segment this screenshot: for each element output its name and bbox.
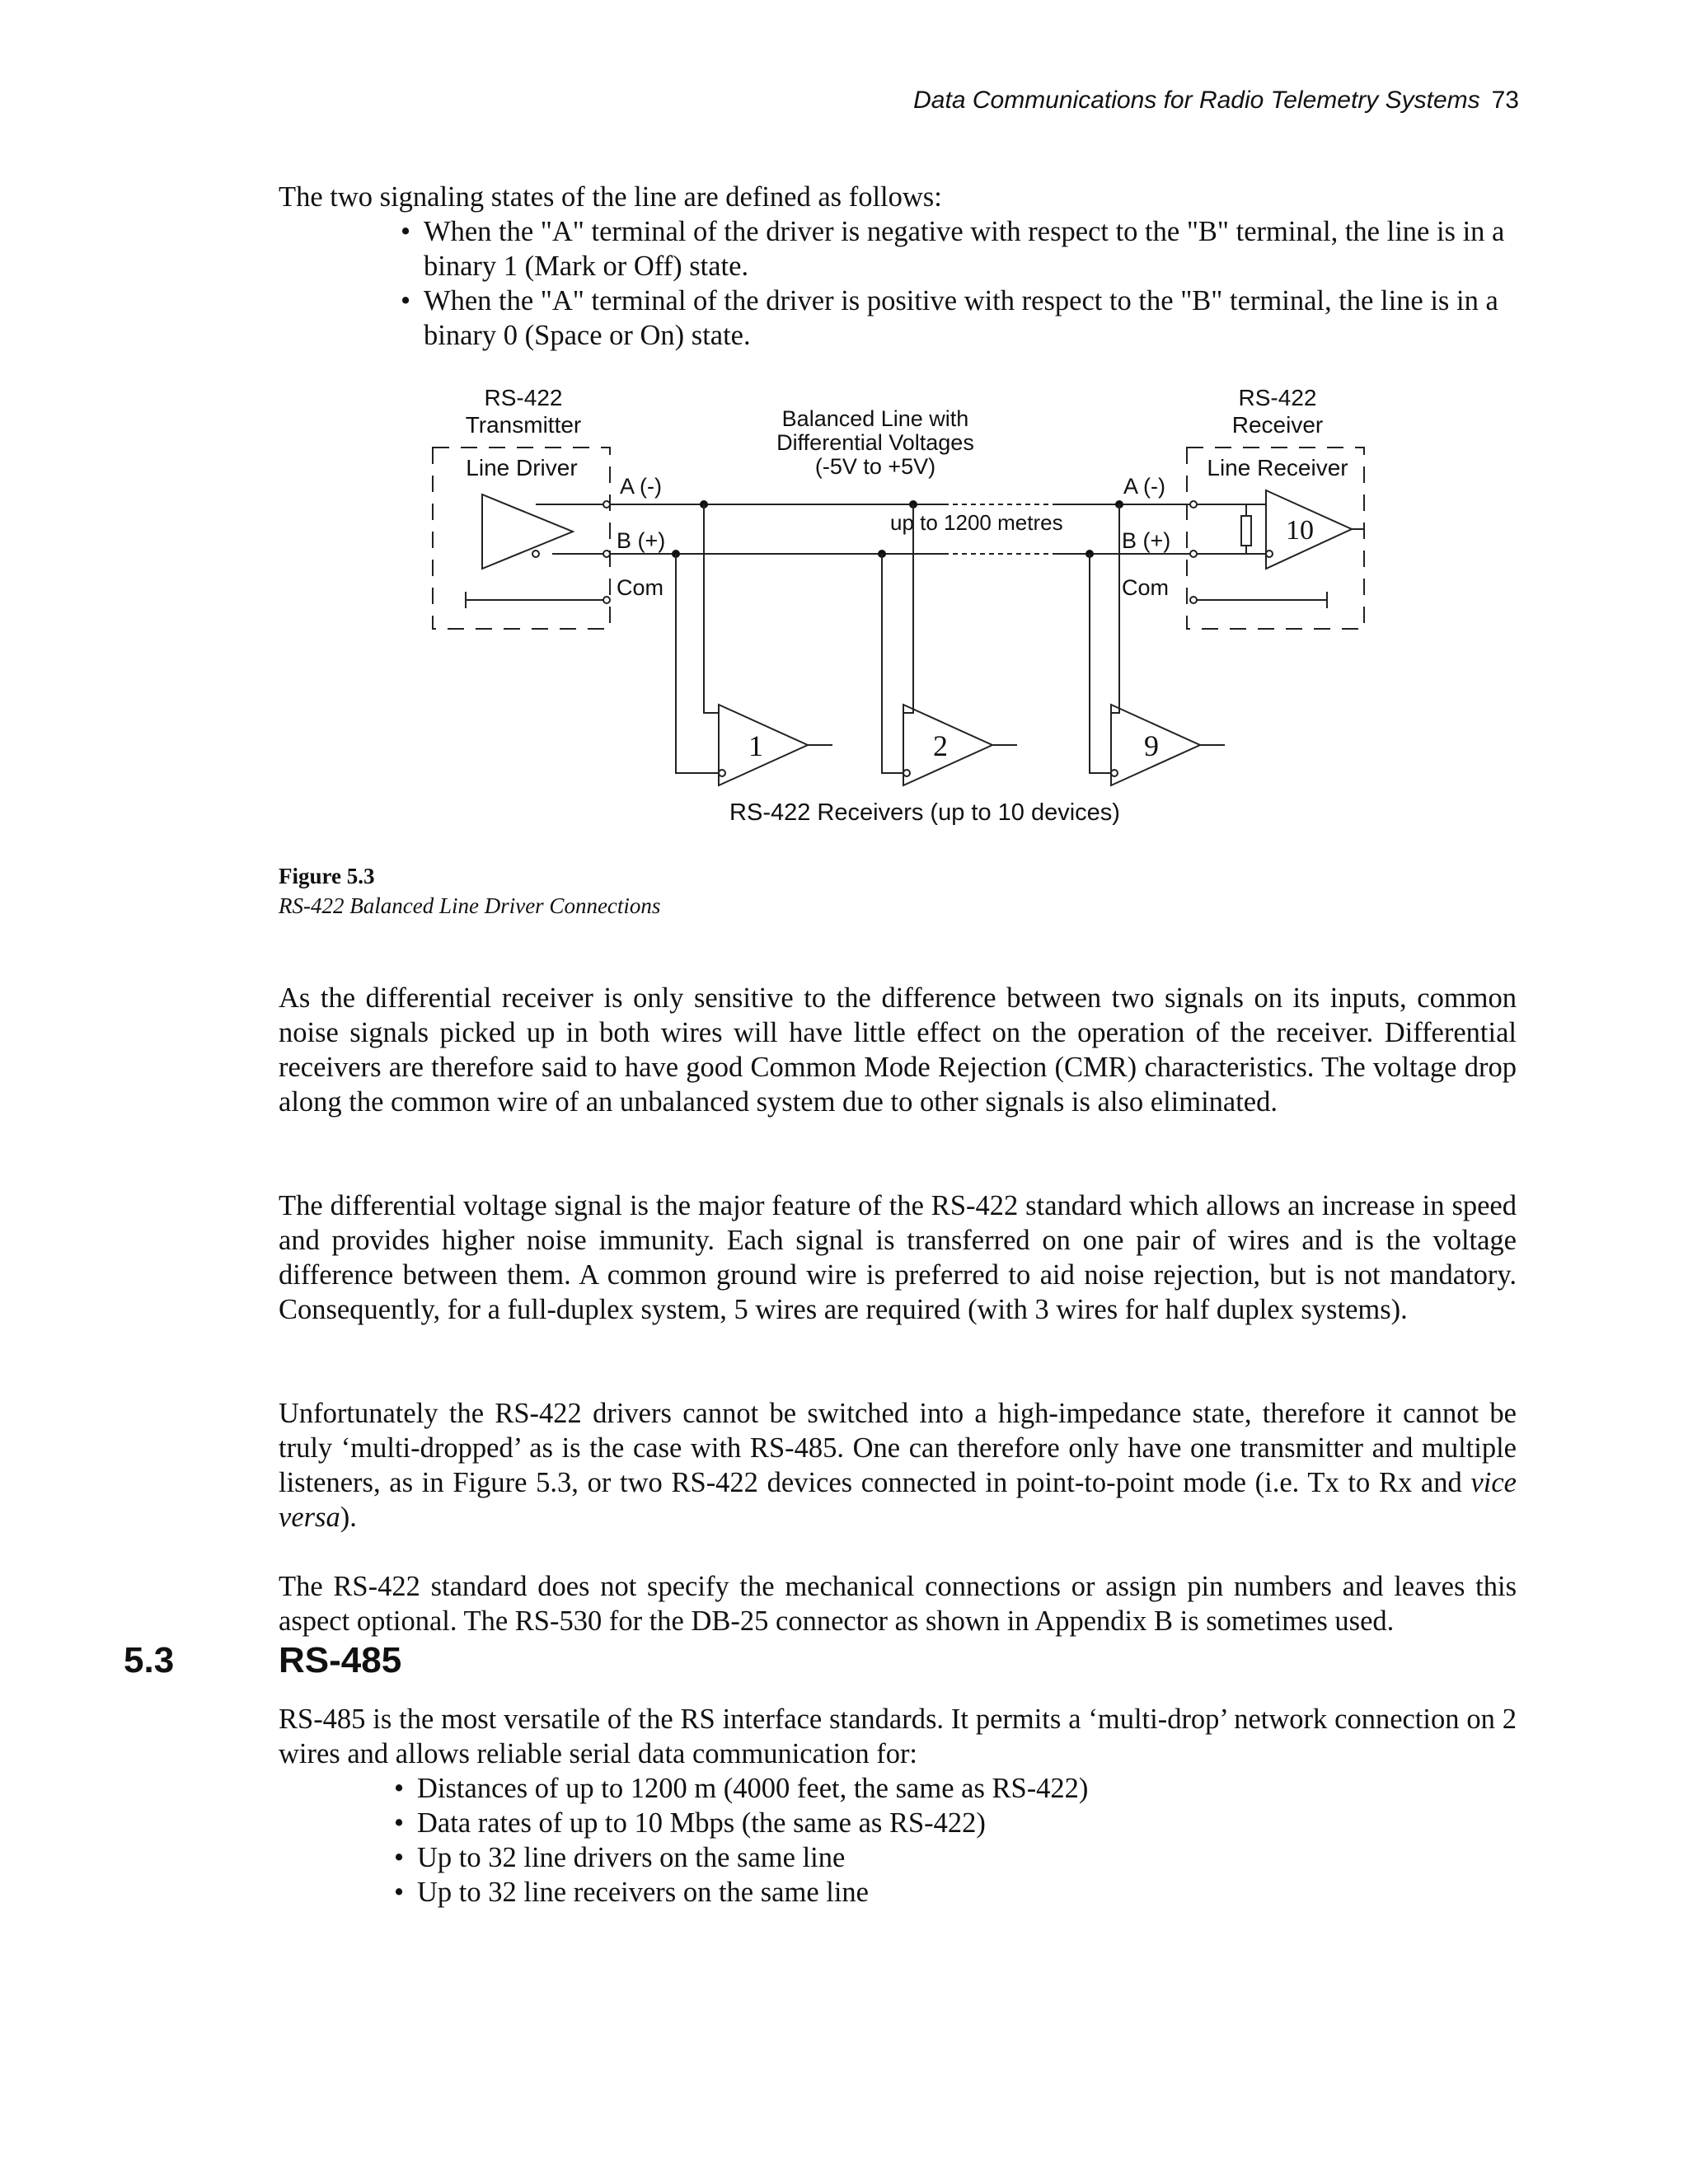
drop-a-1 [704, 504, 719, 713]
receiver-2-symbol [903, 705, 992, 785]
transmitter-label-2: Transmitter [465, 412, 582, 438]
drop-b-2 [882, 554, 903, 773]
drop-a-9 [1111, 504, 1119, 713]
receiver-9-number: 9 [1144, 729, 1159, 762]
figure-title: RS-422 Balanced Line Driver Connections [279, 893, 661, 918]
a-right-label: A (-) [1123, 474, 1165, 499]
paragraph-mechanical: The RS-422 standard does not specify the mechanical connections or assign pin numbers and leaves this aspect optional. The RS-530 for the DB-25 connector as shown in Appendix B is sometimes used. [279, 1570, 1517, 1637]
list-item: • Up to 32 line receivers on the same line [394, 1875, 1517, 1910]
terminal-b-right [1190, 551, 1197, 557]
line-driver-label: Line Driver [466, 455, 578, 480]
paragraph-differential: The differential voltage signal is the major feature of the RS-422 standard which allows an increase in speed and provides higher noise immunity. Each signal is transferred on one pair of wires and is the voltage difference between them. A common ground wire is preferred to aid noise rejection, but is not mandatory. Consequently, for a full-duplex system, 5 wires are required (with 3 wires for half duplex systems). [279, 1189, 1517, 1325]
receiver-label-1: RS-422 [1238, 385, 1317, 410]
terminal-com-left [603, 597, 610, 603]
list-item: • Distances of up to 1200 m (4000 feet, the same as RS-422) [394, 1771, 1517, 1806]
receiver-9-bubble [1111, 770, 1118, 776]
multidrop-text: Unfortunately the RS-422 drivers cannot be switched into a high-impedance state, therefore it cannot be truly ‘multi-dropped’ as is the case with RS-485. One can therefore only have one transmitter and multiple listeners, as in Figure 5.3, or two RS-422 devices connected in point-to-point mode (i.e. Tx to Rx and [279, 1397, 1517, 1498]
receiver-2-number: 2 [933, 729, 948, 762]
receiver-2-bubble [903, 770, 910, 776]
com-right-label: Com [1122, 575, 1170, 600]
transmitter-label-1: RS-422 [484, 385, 563, 410]
receiver-1-symbol [719, 705, 808, 785]
distance-label: up to 1200 metres [890, 510, 1063, 535]
running-header [913, 87, 1519, 115]
receiver-10-number: 10 [1286, 515, 1314, 546]
balanced-line-label-1: Balanced Line with [781, 406, 969, 431]
drop-b-9 [1090, 554, 1111, 773]
intro-lead: The two signaling states of the line are defined as follows: [279, 181, 942, 213]
list-item: • Up to 32 line drivers on the same line [394, 1840, 1517, 1875]
header-title: Data Communications for Radio Telemetry Systems [913, 87, 1480, 114]
rs485-features-list [394, 1771, 1517, 1910]
balanced-line-label-2: Differential Voltages [776, 430, 974, 455]
balanced-line-label-3: (-5V to +5V) [814, 454, 936, 479]
termination-resistor [1241, 516, 1251, 546]
paragraph-multidrop [279, 1396, 1517, 1535]
drop-a-2 [903, 504, 913, 713]
terminal-b-left [603, 551, 610, 557]
receiver-1-bubble [719, 770, 725, 776]
receiver-10-bubble [1266, 551, 1273, 557]
receivers-caption: RS-422 Receivers (up to 10 devices) [729, 799, 1120, 826]
list-item: • Data rates of up to 10 Mbps (the same as RS-422) [394, 1806, 1517, 1840]
rs422-diagram-svg [412, 379, 1401, 841]
multidrop-italic: vice versa [279, 1466, 1517, 1533]
terminal-com-right [1190, 597, 1197, 603]
list-item: • When the "A" terminal of the driver is negative with respect to the "B" terminal, the line is in a binary 1 (Mark or Off) state. [401, 214, 1517, 284]
receiver-1-number: 1 [748, 729, 763, 762]
paragraph-cmr: As the differential receiver is only sensitive to the difference between two signals on its inputs, common noise signals picked up in both wires will have little effect on the operation of the receiver. Differential receivers are therefore said to have good Common Mode Rejection (CMR) characteristics. The voltage drop along the common wire of an unbalanced system due to other signals is also eliminated. [279, 982, 1517, 1118]
terminal-a-left [603, 501, 610, 508]
drop-b-1 [676, 554, 719, 773]
com-left-label: Com [617, 575, 664, 600]
page-number: 73 [1491, 87, 1519, 114]
figure-caption [279, 861, 660, 921]
terminal-a-right [1190, 501, 1197, 508]
figure-number: Figure 5.3 [279, 864, 375, 888]
intro-block [279, 180, 1517, 353]
receiver-label-2: Receiver [1231, 412, 1324, 438]
b-right-label: B (+) [1122, 528, 1171, 553]
rs422-diagram [412, 379, 1401, 841]
section-heading [124, 1640, 401, 1681]
rs485-block [279, 1702, 1517, 1910]
section-number: 5.3 [124, 1640, 175, 1680]
line-receiver-label: Line Receiver [1207, 455, 1348, 480]
rs485-intro: RS-485 is the most versatile of the RS interface standards. It permits a ‘multi-drop’ network connection on 2 wires and allows reliable serial data communication for: [279, 1704, 1517, 1769]
driver-invert-bubble [532, 551, 539, 557]
line-driver-symbol [482, 494, 573, 569]
section-title: RS-485 [279, 1640, 402, 1680]
a-left-label: A (-) [620, 474, 662, 499]
b-left-label: B (+) [617, 528, 666, 553]
multidrop-end: ). [340, 1501, 357, 1533]
list-item: • When the "A" terminal of the driver is positive with respect to the "B" terminal, the line is in a binary 0 (Space or On) state. [401, 284, 1517, 353]
signal-states-list [401, 214, 1517, 353]
